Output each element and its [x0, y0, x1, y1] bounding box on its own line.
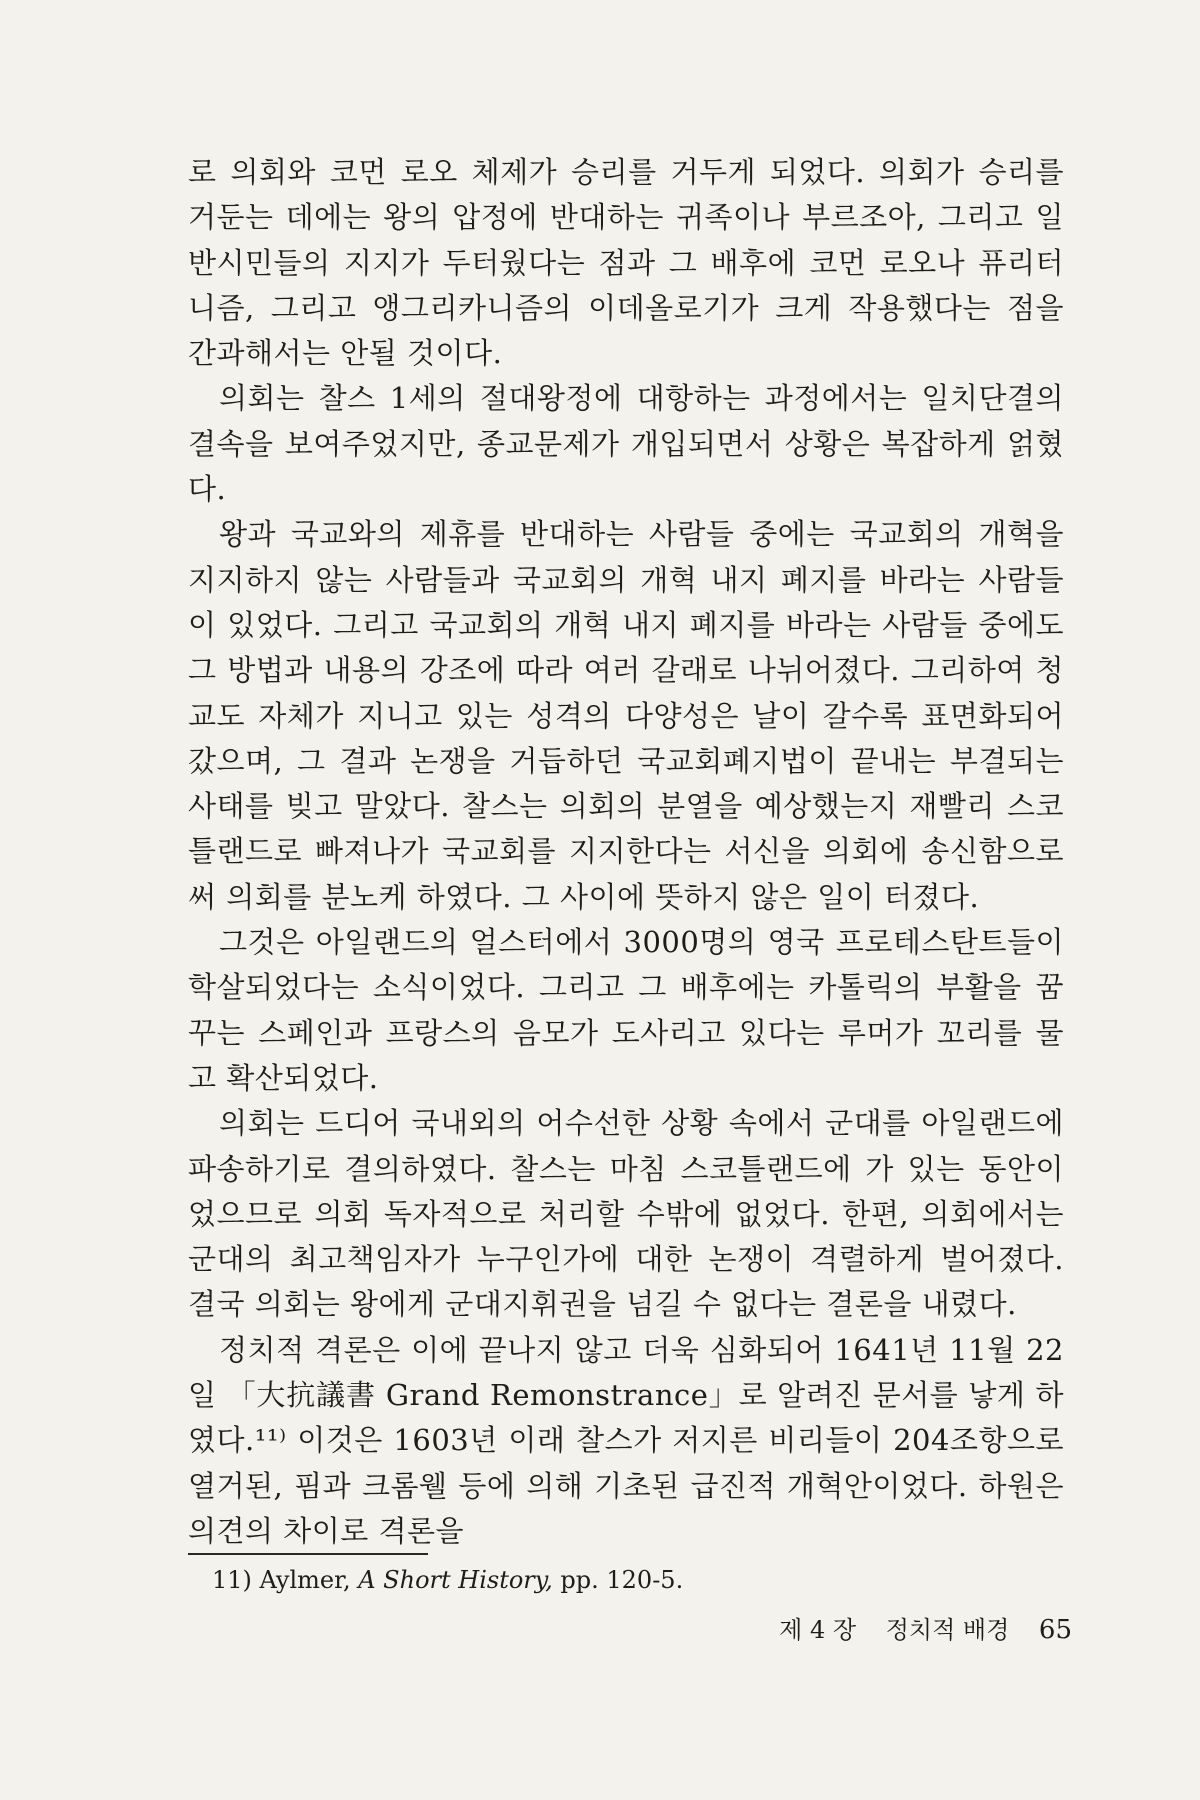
- paragraph: 의회는 드디어 국내외의 어수선한 상황 속에서 군대를 아일랜드에 파송하기로 결의하였다. 찰스는 마침 스코틀랜드에 가 있는 동안이었으므로 의회 독자적으로 처리할 수밖에 없었다. 한편, 의회에서는 군대의 최고책임자가 누구인가에 대한 논쟁이 격렬하게 벌어졌다. 결국 의회는 왕에게 군대지휘권을 넘길 수 없다는 결론을 내렸다.: [188, 1106, 1064, 1322]
- paragraph: 의회는 찰스 1세의 절대왕정에 대항하는 과정에서는 일치단결의 결속을 보여주었지만, 종교문제가 개입되면서 상황은 복잡하게 얽혔다.: [188, 381, 1064, 507]
- footnote-author: Aylmer,: [259, 1566, 351, 1594]
- footnote-divider: [188, 1553, 428, 1555]
- page-number: 65: [1038, 1615, 1072, 1645]
- footnote-pages: pp. 120-5.: [560, 1566, 684, 1594]
- running-footer: [779, 1615, 1072, 1645]
- paragraph: 정치적 격론은 이에 끝나지 않고 더욱 심화되어 1641년 11월 22일 「大抗議書 Grand Remonstrance」로 알려진 문서를 낳게 하였다.¹¹⁾ 이것은 1603년 이래 찰스가 저지른 비리들이 204조항으로 열거된, 핌과 크롬웰 등에 의해 기초된 급진적 개혁안이었다. 하원은 의견의 차이로 격론을: [188, 1332, 1064, 1548]
- paragraph: 왕과 국교와의 제휴를 반대하는 사람들 중에는 국교회의 개혁을 지지하지 않는 사람들과 국교회의 개혁 내지 폐지를 바라는 사람들이 있었다. 그리고 국교회의 개혁 내지 폐지를 바라는 사람들 중에도 그 방법과 내용의 강조에 따라 여러 갈래로 나뉘어졌다. 그리하여 청교도 자체가 지니고 있는 성격의 다양성은 날이 갈수록 표면화되어 갔으며, 그 결과 논쟁을 거듭하던 국교회폐지법이 끝내는 부결되는 사태를 빚고 말았다. 찰스는 의회의 분열을 예상했는지 재빨리 스코틀랜드로 빠져나가 국교회를 지지한다는 서신을 의회에 송신함으로써 의회를 분노케 하였다. 그 사이에 뜻하지 않은 일이 터졌다.: [188, 517, 1064, 914]
- footnote-marker: 11): [212, 1566, 252, 1594]
- footnote-title: A Short History,: [358, 1566, 553, 1594]
- paragraph: 그것은 아일랜드의 얼스터에서 3000명의 영국 프로테스탄트들이 학살되었다는 소식이었다. 그리고 그 배후에는 카톨릭의 부활을 꿈꾸는 스페인과 프랑스의 음모가 도사리고 있다는 루머가 꼬리를 물고 확산되었다.: [188, 925, 1064, 1095]
- section-title: 정치적 배경: [885, 1616, 1010, 1644]
- footnote: [212, 1565, 1062, 1595]
- body-text: [188, 150, 1064, 1554]
- chapter-label: 제 4 장: [779, 1616, 857, 1644]
- paragraph-continued: 로 의회와 코먼 로오 체제가 승리를 거두게 되었다. 의회가 승리를 거둔는 데에는 왕의 압정에 반대하는 귀족이나 부르조아, 그리고 일반시민들의 지지가 두터웠다는 점과 그 배후에 코먼 로오나 퓨리터니즘, 그리고 앵그리카니즘의 이데올로기가 크게 작용했다는 점을 간과해서는 안될 것이다.: [188, 155, 1064, 371]
